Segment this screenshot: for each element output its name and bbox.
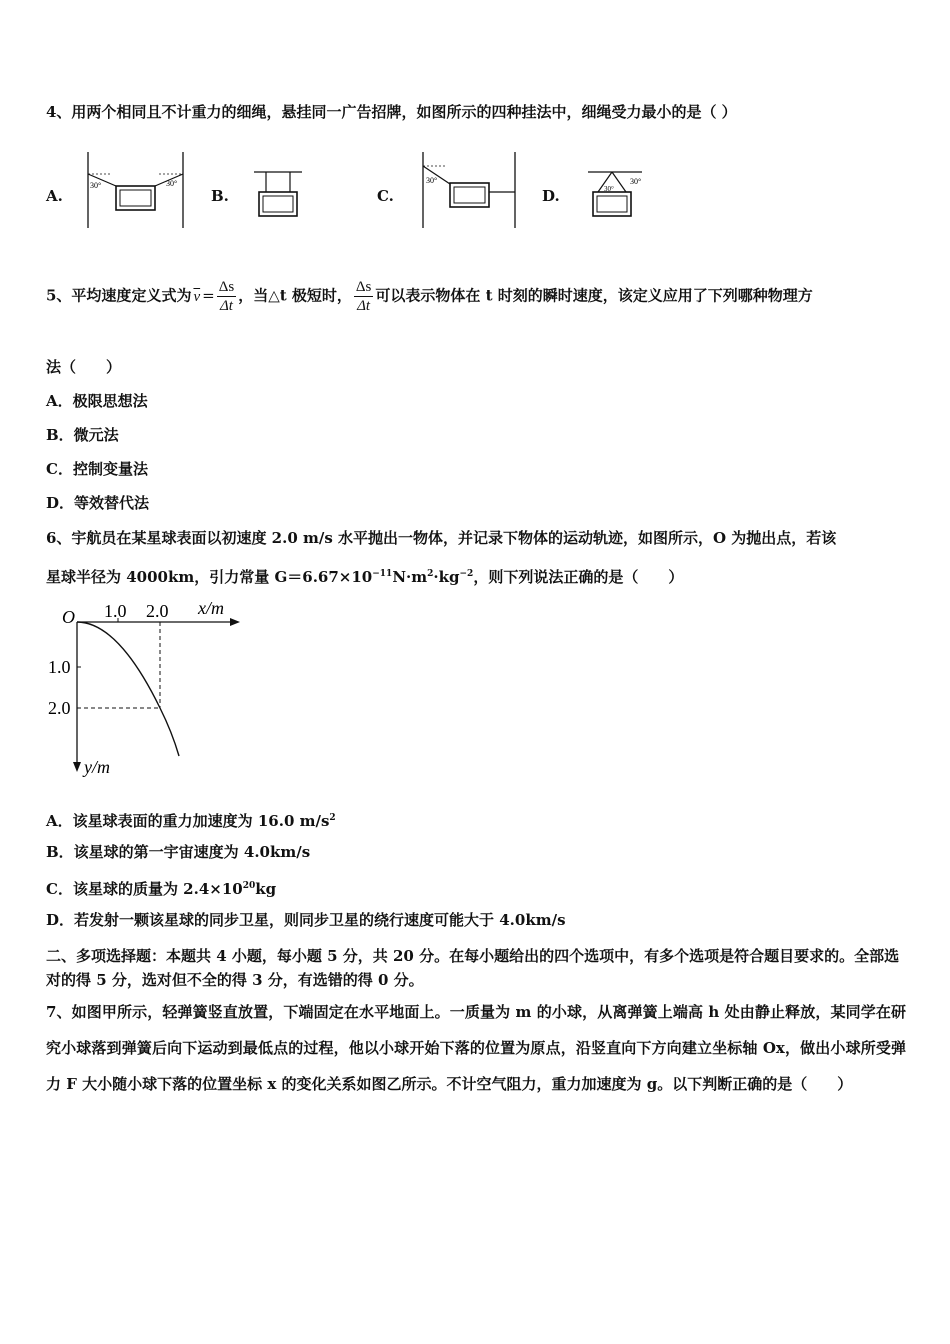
q6-option-d: D．若发射一颗该星球的同步卫星，则同步卫星的绕行速度可能大于 4.0km/s xyxy=(46,911,566,929)
q4-option-a-label: A. xyxy=(46,187,63,205)
q6-line2-a: 星球半径为 4000km，引力常量 G＝6.67×10 xyxy=(46,568,373,586)
q4-figure-b xyxy=(252,168,304,222)
q6-trajectory-graph xyxy=(44,596,254,782)
q5-prefix: 5、平均速度定义式为 xyxy=(46,286,192,305)
q6-line2 xyxy=(46,564,683,587)
q5-fraction-2 xyxy=(354,278,373,315)
q6-option-c-exp: 20 xyxy=(242,881,256,891)
q6-line2-d: ，则下列说法正确的是（ ） xyxy=(473,568,684,586)
graph-y-axis-label: y/m xyxy=(84,757,110,777)
q5-option-d: D．等效替代法 xyxy=(46,494,150,512)
q4-a-angle-right: 30° xyxy=(166,179,178,188)
q4-a-angle-left: 30° xyxy=(90,181,102,190)
q5-option-b: B．微元法 xyxy=(46,426,119,444)
q6-option-c xyxy=(46,876,276,899)
graph-x-tick-1: 1.0 xyxy=(104,601,127,621)
q6-option-c-unit: kg xyxy=(255,880,277,898)
q4-figure-d xyxy=(584,164,654,224)
q5-stem xyxy=(46,278,813,315)
q4-c-angle: 30° xyxy=(426,176,438,185)
q6-option-a-text: A．该星球表面的重力加速度为 16.0 m/s xyxy=(46,812,330,830)
q5-vbar xyxy=(193,288,200,306)
graph-y-tick-1: 1.0 xyxy=(48,657,71,677)
q4-option-c-label: C. xyxy=(377,187,394,205)
q6-option-a-exp: 2 xyxy=(329,813,336,823)
q6-line2-b: N·m xyxy=(392,568,428,586)
q5-option-a: A．极限思想法 xyxy=(46,392,148,410)
q6-option-b: B．该星球的第一宇宙速度为 4.0km/s xyxy=(46,843,311,861)
q6-line1: 6、宇航员在某星球表面以初速度 2.0 m/s 水平抛出一物体，并记录下物体的运动轨迹，如图所示，O 为抛出点，若该 xyxy=(46,529,837,547)
q5-frac2-den: Δt xyxy=(357,298,371,314)
q6-option-a xyxy=(46,808,336,831)
q6-exp2: 2 xyxy=(427,569,434,579)
q4-stem: 4、用两个相同且不计重力的细绳，悬挂同一广告招牌，如图所示的四种挂法中，细绳受力最小的是（ ） xyxy=(46,103,737,121)
q5-frac1-num: Δs xyxy=(218,279,235,295)
q4-d-angle-outer: 30° xyxy=(630,177,642,186)
q5-line2: 法（ ） xyxy=(46,358,122,376)
q6-line2-c: ·kg xyxy=(433,568,460,586)
q5-frac1-den: Δt xyxy=(219,298,233,314)
q5-equals: = xyxy=(202,286,215,305)
q5-mid: ，当△t 极短时， xyxy=(238,286,352,305)
section2-heading: 二、多项选择题：本题共 4 小题，每小题 5 分，共 20 分。在每小题给出的四个选项中，有多个选项是符合题目要求的。全部选对的得 5 分，选对但不全的得 3 分，有选错的得 0 分。 xyxy=(46,947,900,989)
q6-option-c-text: C．该星球的质量为 2.4×10 xyxy=(46,880,243,898)
graph-x-tick-2: 2.0 xyxy=(146,601,169,621)
q6-exp1: −11 xyxy=(372,569,393,579)
graph-origin-label: O xyxy=(62,607,75,627)
q6-exp3: −2 xyxy=(459,569,474,579)
q5-suffix: 可以表示物体在 t 时刻的瞬时速度，该定义应用了下列哪种物理方 xyxy=(375,286,813,305)
q5-frac2-num: Δs xyxy=(355,279,372,295)
q4-figure-a xyxy=(84,150,188,230)
q4-option-b-label: B. xyxy=(211,187,229,205)
q5-v-symbol: $\overline{v}$ xyxy=(193,288,201,305)
graph-x-axis-label: x/m xyxy=(198,598,224,618)
q4-d-angle-inner: 30° xyxy=(604,185,614,193)
q5-fraction-1 xyxy=(217,278,236,315)
q4-option-d-label: D. xyxy=(542,187,560,205)
graph-y-tick-2: 2.0 xyxy=(48,698,71,718)
q4-figure-c xyxy=(418,150,522,230)
q7-stem: 7、如图甲所示，轻弹簧竖直放置，下端固定在水平地面上。一质量为 m 的小球，从离弹簧上端高 h 处由静止释放，某同学在研究小球落到弹簧后向下运动到最低点的过程，他以小球开始下落的位置为原点，沿竖直向下方向建立坐标轴 Ox，做出小球所受弹力 F 大小随小球下落的位置坐标 x 的变化关系如图乙所示。不计空气阻力，重力加速度为 g。以下判断正确的是（ ） xyxy=(46,1003,906,1093)
q5-option-c: C．控制变量法 xyxy=(46,460,148,478)
